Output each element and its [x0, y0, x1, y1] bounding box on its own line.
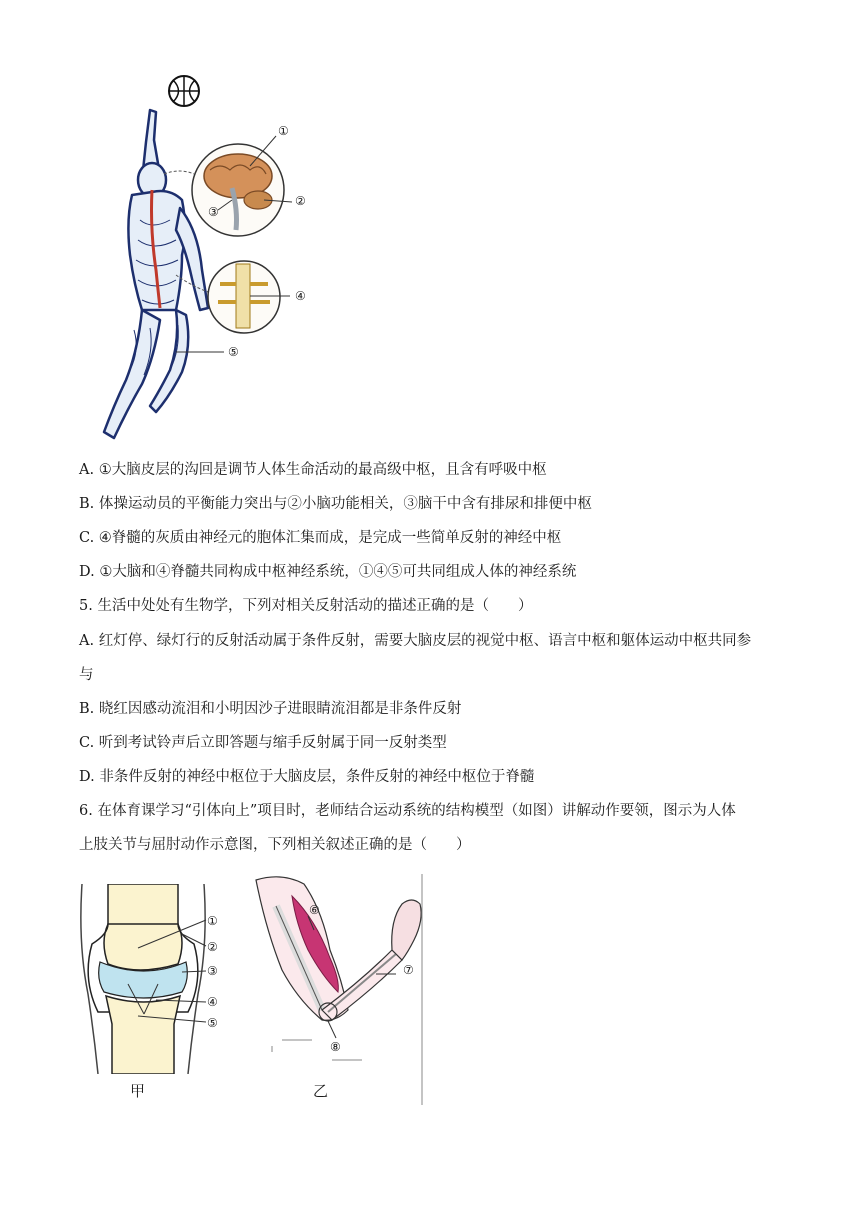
figure1-label-1: ①: [278, 124, 289, 138]
jia-callout-2: ②: [207, 940, 218, 954]
yi-callout-8: ⑧: [330, 1040, 341, 1054]
basketball-icon: [169, 76, 199, 106]
figure1-label-2: ②: [295, 194, 306, 208]
q5-option-d: D. 非条件反射的神经中枢位于大脑皮层，条件反射的神经中枢位于脊髓: [79, 769, 535, 785]
q4-option-c: C. ④脊髓的灰质由神经元的胞体汇集而成，是完成一些简单反射的神经中枢: [79, 530, 562, 546]
jia-callout-5: ⑤: [207, 1016, 218, 1030]
figure-label-jia: 甲: [130, 1082, 146, 1100]
q5-option-c: C. 听到考试铃声后立即答题与缩手反射属于同一反射类型: [79, 735, 447, 751]
q6-stem-line1: 6. 在体育课学习“引体向上”项目时，老师结合运动系统的结构模型（如图）讲解动作要领，图示为人体: [79, 803, 736, 819]
q5-stem: 5. 生活中处处有生物学，下列对相关反射活动的描述正确的是（ ）: [79, 598, 533, 614]
jia-callout-4: ④: [207, 995, 218, 1009]
yi-callout-6: ⑥: [309, 903, 320, 917]
q4-option-b: B. 体操运动员的平衡能力突出与②小脑功能相关，③脑干中含有排尿和排便中枢: [79, 496, 592, 512]
arm-flexion-figure: [252, 870, 432, 1105]
q6-stem-line2: 上肢关节与屈肘动作示意图，下列相关叙述正确的是（ ）: [79, 837, 471, 853]
figure-label-yi: 乙: [313, 1082, 329, 1100]
figure1-label-5: ⑤: [228, 345, 239, 359]
joint-structure-figure: [78, 884, 248, 1074]
q5-option-a: A. 红灯停、绿灯行的反射活动属于条件反射，需要大脑皮层的视觉中枢、语言中枢和躯体运动中枢共同参: [79, 633, 752, 649]
jia-callout-3: ③: [207, 964, 218, 978]
figure1-label-4: ④: [295, 289, 306, 303]
q5-option-a-continued: 与: [79, 667, 94, 683]
nervous-system-figure: [90, 70, 330, 445]
q4-option-d: D. ①大脑和④脊髓共同构成中枢神经系统，①④⑤可共同组成人体的神经系统: [79, 564, 577, 580]
jia-callout-1: ①: [207, 914, 218, 928]
q4-option-a: A. ①大脑皮层的沟回是调节人体生命活动的最高级中枢，且含有呼吸中枢: [79, 462, 547, 478]
joint-head-bone: [104, 884, 182, 970]
figure1-label-3: ③: [208, 205, 219, 219]
q5-option-b: B. 晓红因感动流泪和小明因沙子进眼睛流泪都是非条件反射: [79, 701, 462, 717]
yi-callout-7: ⑦: [403, 963, 414, 977]
joint-socket-bone: [106, 996, 180, 1074]
